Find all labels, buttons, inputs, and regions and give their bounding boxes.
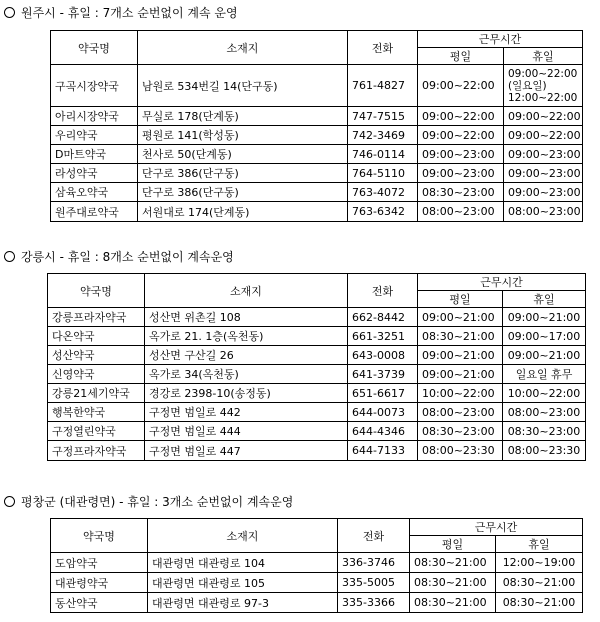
holiday-hours: 08:00~23:00	[504, 202, 583, 222]
header-phone: 전화	[348, 31, 418, 65]
holiday-hours: 09:00~22:00	[504, 107, 583, 126]
pharmacy-address: 평원로 141(학성동)	[138, 126, 348, 145]
pharmacy-address: 단구로 386(단구동)	[138, 164, 348, 183]
holiday-hours: 09:00~23:00	[504, 183, 583, 202]
weekday-hours: 08:00~23:00	[418, 202, 504, 222]
weekday-hours: 08:30~21:00	[418, 327, 503, 346]
header-name: 약국명	[51, 519, 148, 553]
pharmacy-name: 구정프라자약국	[48, 441, 145, 461]
table-row	[48, 346, 586, 365]
weekday-hours: 09:00~21:00	[418, 365, 503, 384]
pharmacy-phone: 644-0073	[348, 403, 418, 422]
holiday-hours: 08:00~23:00	[503, 403, 586, 422]
header-hours: 근무시간	[418, 274, 586, 291]
header-holiday: 휴일	[496, 536, 583, 553]
weekday-hours: 09:00~23:00	[418, 145, 504, 164]
pharmacy-address: 천사로 50(단계동)	[138, 145, 348, 164]
pharmacy-name: 도암약국	[51, 553, 148, 573]
header-holiday: 휴일	[503, 291, 586, 308]
pharmacy-name: 라성약국	[51, 164, 138, 183]
holiday-hours: 09:00~21:00	[503, 308, 586, 327]
bullet-circle-icon	[4, 251, 15, 262]
header-hours: 근무시간	[418, 31, 583, 48]
pharmacy-phone: 644-4346	[348, 422, 418, 441]
table-row	[48, 384, 586, 403]
pharmacy-address: 남원로 534번길 14(단구동)	[138, 65, 348, 107]
pharmacy-phone: 746-0114	[348, 145, 418, 164]
weekday-hours: 08:30~21:00	[410, 593, 496, 613]
table-row	[48, 365, 586, 384]
pharmacy-phone: 761-4827	[348, 65, 418, 107]
pharmacy-address: 대관령면 대관령로 105	[148, 573, 338, 593]
section-title-gangneung: 강릉시 - 휴일 : 8개소 순번없이 계속운영	[4, 248, 234, 265]
header-name: 약국명	[51, 31, 138, 65]
holiday-hours: 09:00~23:00	[504, 145, 583, 164]
pharmacy-name: 삼육오약국	[51, 183, 138, 202]
section-title-pyeongchang: 평창군 (대관령면) - 휴일 : 3개소 순번없이 계속운영	[4, 493, 293, 510]
pharmacy-table-gangneung	[47, 273, 586, 461]
pharmacy-phone: 335-5005	[338, 573, 410, 593]
table-row	[48, 441, 586, 461]
weekday-hours: 08:30~21:00	[410, 553, 496, 573]
table-row	[48, 308, 586, 327]
section-title-wonju: 원주시 - 휴일 : 7개소 순번없이 계속 운영	[4, 4, 238, 21]
pharmacy-name: 원주대로약국	[51, 202, 138, 222]
holiday-hours: 08:00~23:30	[503, 441, 586, 461]
pharmacy-phone: 763-4072	[348, 183, 418, 202]
table-row	[51, 553, 583, 573]
table-row	[48, 422, 586, 441]
holiday-hours: 10:00~22:00	[503, 384, 586, 403]
pharmacy-table-pyeongchang	[50, 518, 583, 613]
table-row	[51, 573, 583, 593]
holiday-hours: 09:00~22:00 (일요일) 12:00~22:00	[504, 65, 583, 107]
pharmacy-address: 대관령면 대관령로 104	[148, 553, 338, 573]
pharmacy-address: 성산면 구산길 26	[145, 346, 348, 365]
pharmacy-address: 구정면 범일로 444	[145, 422, 348, 441]
pharmacy-phone: 661-3251	[348, 327, 418, 346]
weekday-hours: 09:00~22:00	[418, 126, 504, 145]
weekday-hours: 10:00~22:00	[418, 384, 503, 403]
pharmacy-phone: 764-5110	[348, 164, 418, 183]
weekday-hours: 08:00~23:00	[418, 403, 503, 422]
table-row	[51, 126, 583, 145]
holiday-hours: 09:00~17:00	[503, 327, 586, 346]
header-holiday: 휴일	[504, 48, 583, 65]
pharmacy-address: 대관령면 대관령로 97-3	[148, 593, 338, 613]
pharmacy-name: 대관령약국	[51, 573, 148, 593]
pharmacy-phone: 335-3366	[338, 593, 410, 613]
pharmacy-address: 옥가로 21. 1층(옥천동)	[145, 327, 348, 346]
pharmacy-address: 서원대로 174(단계동)	[138, 202, 348, 222]
pharmacy-name: 동산약국	[51, 593, 148, 613]
weekday-hours: 08:30~23:00	[418, 422, 503, 441]
weekday-hours: 08:30~21:00	[410, 573, 496, 593]
pharmacy-phone: 651-6617	[348, 384, 418, 403]
header-address: 소재지	[138, 31, 348, 65]
pharmacy-name: 강릉프라자약국	[48, 308, 145, 327]
header-name: 약국명	[48, 274, 145, 308]
weekday-hours: 08:30~23:00	[418, 183, 504, 202]
table-row	[48, 327, 586, 346]
table-row	[51, 183, 583, 202]
table-row	[48, 403, 586, 422]
holiday-hours: 12:00~19:00	[496, 553, 583, 573]
pharmacy-name: 신영약국	[48, 365, 145, 384]
table-row	[51, 107, 583, 126]
pharmacy-address: 단구로 386(단구동)	[138, 183, 348, 202]
pharmacy-phone: 662-8442	[348, 308, 418, 327]
bullet-circle-icon	[4, 496, 15, 507]
header-weekday: 평일	[418, 291, 503, 308]
pharmacy-phone: 644-7133	[348, 441, 418, 461]
header-weekday: 평일	[410, 536, 496, 553]
pharmacy-address: 옥가로 34(옥천동)	[145, 365, 348, 384]
pharmacy-address: 성산면 위촌길 108	[145, 308, 348, 327]
pharmacy-table-wonju	[50, 30, 583, 222]
bullet-circle-icon	[4, 7, 15, 18]
pharmacy-address: 구정면 범일로 447	[145, 441, 348, 461]
holiday-hours: 일요일 휴무	[503, 365, 586, 384]
pharmacy-name: 구정열린약국	[48, 422, 145, 441]
pharmacy-phone: 742-3469	[348, 126, 418, 145]
header-phone: 전화	[348, 274, 418, 308]
table-row	[51, 593, 583, 613]
pharmacy-name: 성산약국	[48, 346, 145, 365]
header-phone: 전화	[338, 519, 410, 553]
pharmacy-phone: 641-3739	[348, 365, 418, 384]
pharmacy-address: 구정면 범일로 442	[145, 403, 348, 422]
holiday-hours: 08:30~21:00	[496, 573, 583, 593]
pharmacy-phone: 747-7515	[348, 107, 418, 126]
weekday-hours: 09:00~21:00	[418, 308, 503, 327]
pharmacy-name: 행복한약국	[48, 403, 145, 422]
pharmacy-address: 무실로 178(단계동)	[138, 107, 348, 126]
pharmacy-name: D마트약국	[51, 145, 138, 164]
holiday-hours: 09:00~22:00	[504, 126, 583, 145]
weekday-hours: 09:00~22:00	[418, 65, 504, 107]
pharmacy-phone: 643-0008	[348, 346, 418, 365]
pharmacy-address: 경강로 2398-10(송정동)	[145, 384, 348, 403]
pharmacy-name: 다온약국	[48, 327, 145, 346]
pharmacy-name: 구곡시장약국	[51, 65, 138, 107]
holiday-hours: 09:00~23:00	[504, 164, 583, 183]
table-row	[51, 65, 583, 107]
holiday-hours: 08:30~21:00	[496, 593, 583, 613]
weekday-hours: 09:00~22:00	[418, 107, 504, 126]
holiday-hours: 09:00~21:00	[503, 346, 586, 365]
table-row	[51, 164, 583, 183]
weekday-hours: 08:00~23:30	[418, 441, 503, 461]
header-address: 소재지	[145, 274, 348, 308]
table-row	[51, 145, 583, 164]
weekday-hours: 09:00~23:00	[418, 164, 504, 183]
header-address: 소재지	[148, 519, 338, 553]
weekday-hours: 09:00~21:00	[418, 346, 503, 365]
header-weekday: 평일	[418, 48, 504, 65]
pharmacy-phone: 336-3746	[338, 553, 410, 573]
pharmacy-name: 아리시장약국	[51, 107, 138, 126]
pharmacy-phone: 763-6342	[348, 202, 418, 222]
pharmacy-name: 우리약국	[51, 126, 138, 145]
holiday-hours: 08:30~23:00	[503, 422, 586, 441]
pharmacy-name: 강릉21세기약국	[48, 384, 145, 403]
header-hours: 근무시간	[410, 519, 583, 536]
table-row	[51, 202, 583, 222]
